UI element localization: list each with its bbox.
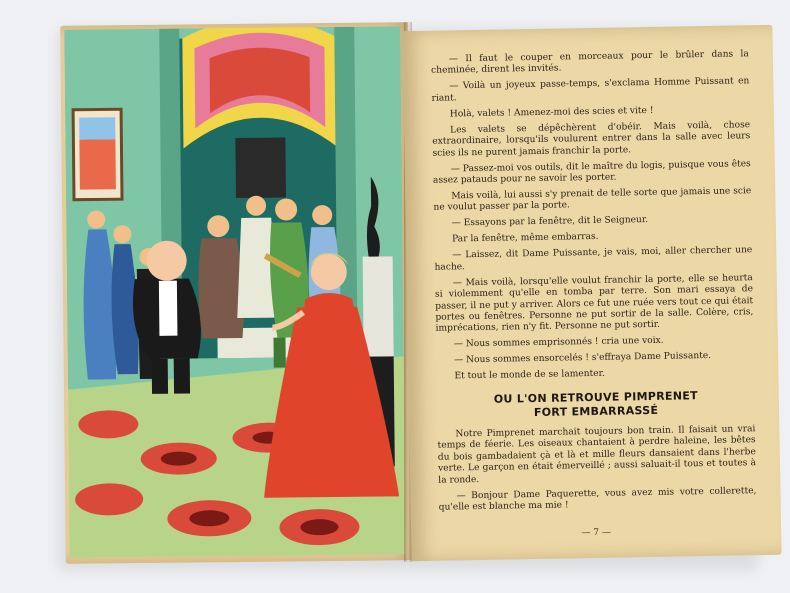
paragraph: — Essayons par la fenêtre, dit le Seigneur. (451, 215, 649, 229)
paragraph: Les valets se dépêchèrent d'obéir. Mais voilà, chose extraordinaire, lorsqu'ils voulurent entrer dans la salle avec leurs scies ils ne purent jamais franchir la porte. (432, 120, 751, 159)
paragraph: — Voilà un joyeux passe-temps, s'exclama Homme Puissant en riant. (431, 76, 750, 104)
paragraph: — Il faut le couper en morceaux pour le brûler dans la cheminée, dirent les invités. (431, 49, 749, 77)
paragraph: Mais voilà, lui aussi s'y prenait de telle sorte que jamais une scie ne voulut passer par la porte. (433, 186, 752, 214)
chapter-heading (437, 388, 755, 422)
paragraph: Et tout le monde de se lamenter. (454, 369, 605, 382)
paragraph: Holà, valets ! Amenez-moi des scies et vite ! (449, 105, 654, 120)
paragraph: — Laissez, dit Dame Puissante, je vais, moi, aller chercher une hache. (434, 245, 753, 273)
chapter-heading-line2: FORT EMBARRASSÉ (533, 403, 659, 419)
paragraph: — Mais voilà, lorsqu'elle voulut franchir la porte, elle se heurta si violemment qu'elle en tomba par terre. Son mari essaya de passer, il ne put y arriver. Alors ce fut une ruée vers tout ce qui était portes ou fenêtres. Personne ne put sortir de la salle. Colère, cris, imprécations, rien n'y fit. Personne ne put sortir. (434, 273, 754, 335)
paragraph: Par la fenêtre, même embarras. (451, 232, 599, 245)
paragraph: — Nous sommes emprisonnés ! cria une voix. (453, 336, 664, 350)
chapter-heading-line1: OU L'ON RETROUVE PIMPRENET (493, 389, 698, 406)
left-page (60, 22, 414, 564)
paragraph: — Passez-moi vos outils, dit le maître du logis, puisque vous êtes assez patauds pour ne savoir les porter. (432, 158, 751, 186)
right-page (402, 25, 781, 561)
paragraph: — Bonjour Dame Paquerette, vous avez mis votre collerette, qu'elle est blanche ma mie ! (438, 485, 757, 513)
page-number: — 7 — (581, 527, 611, 539)
paragraph: Notre Pimprenet marchait toujours bon train. Il faisait un vrai temps de féerie. Les oiseaux chantaient à perdre haleine, les bêtes du bois gambadaient çà et là et mille fleurs dansaient dans l'herbe verte. Le garçon en était émerveillé ; aussi saluait-il tous et toutes à la ronde. (437, 424, 757, 486)
paragraph: — Nous sommes ensorcelés ! s'effraya Dame Puissante. (454, 351, 712, 366)
story-text (431, 49, 757, 518)
wall-painting (73, 109, 122, 199)
illustration (64, 26, 406, 557)
